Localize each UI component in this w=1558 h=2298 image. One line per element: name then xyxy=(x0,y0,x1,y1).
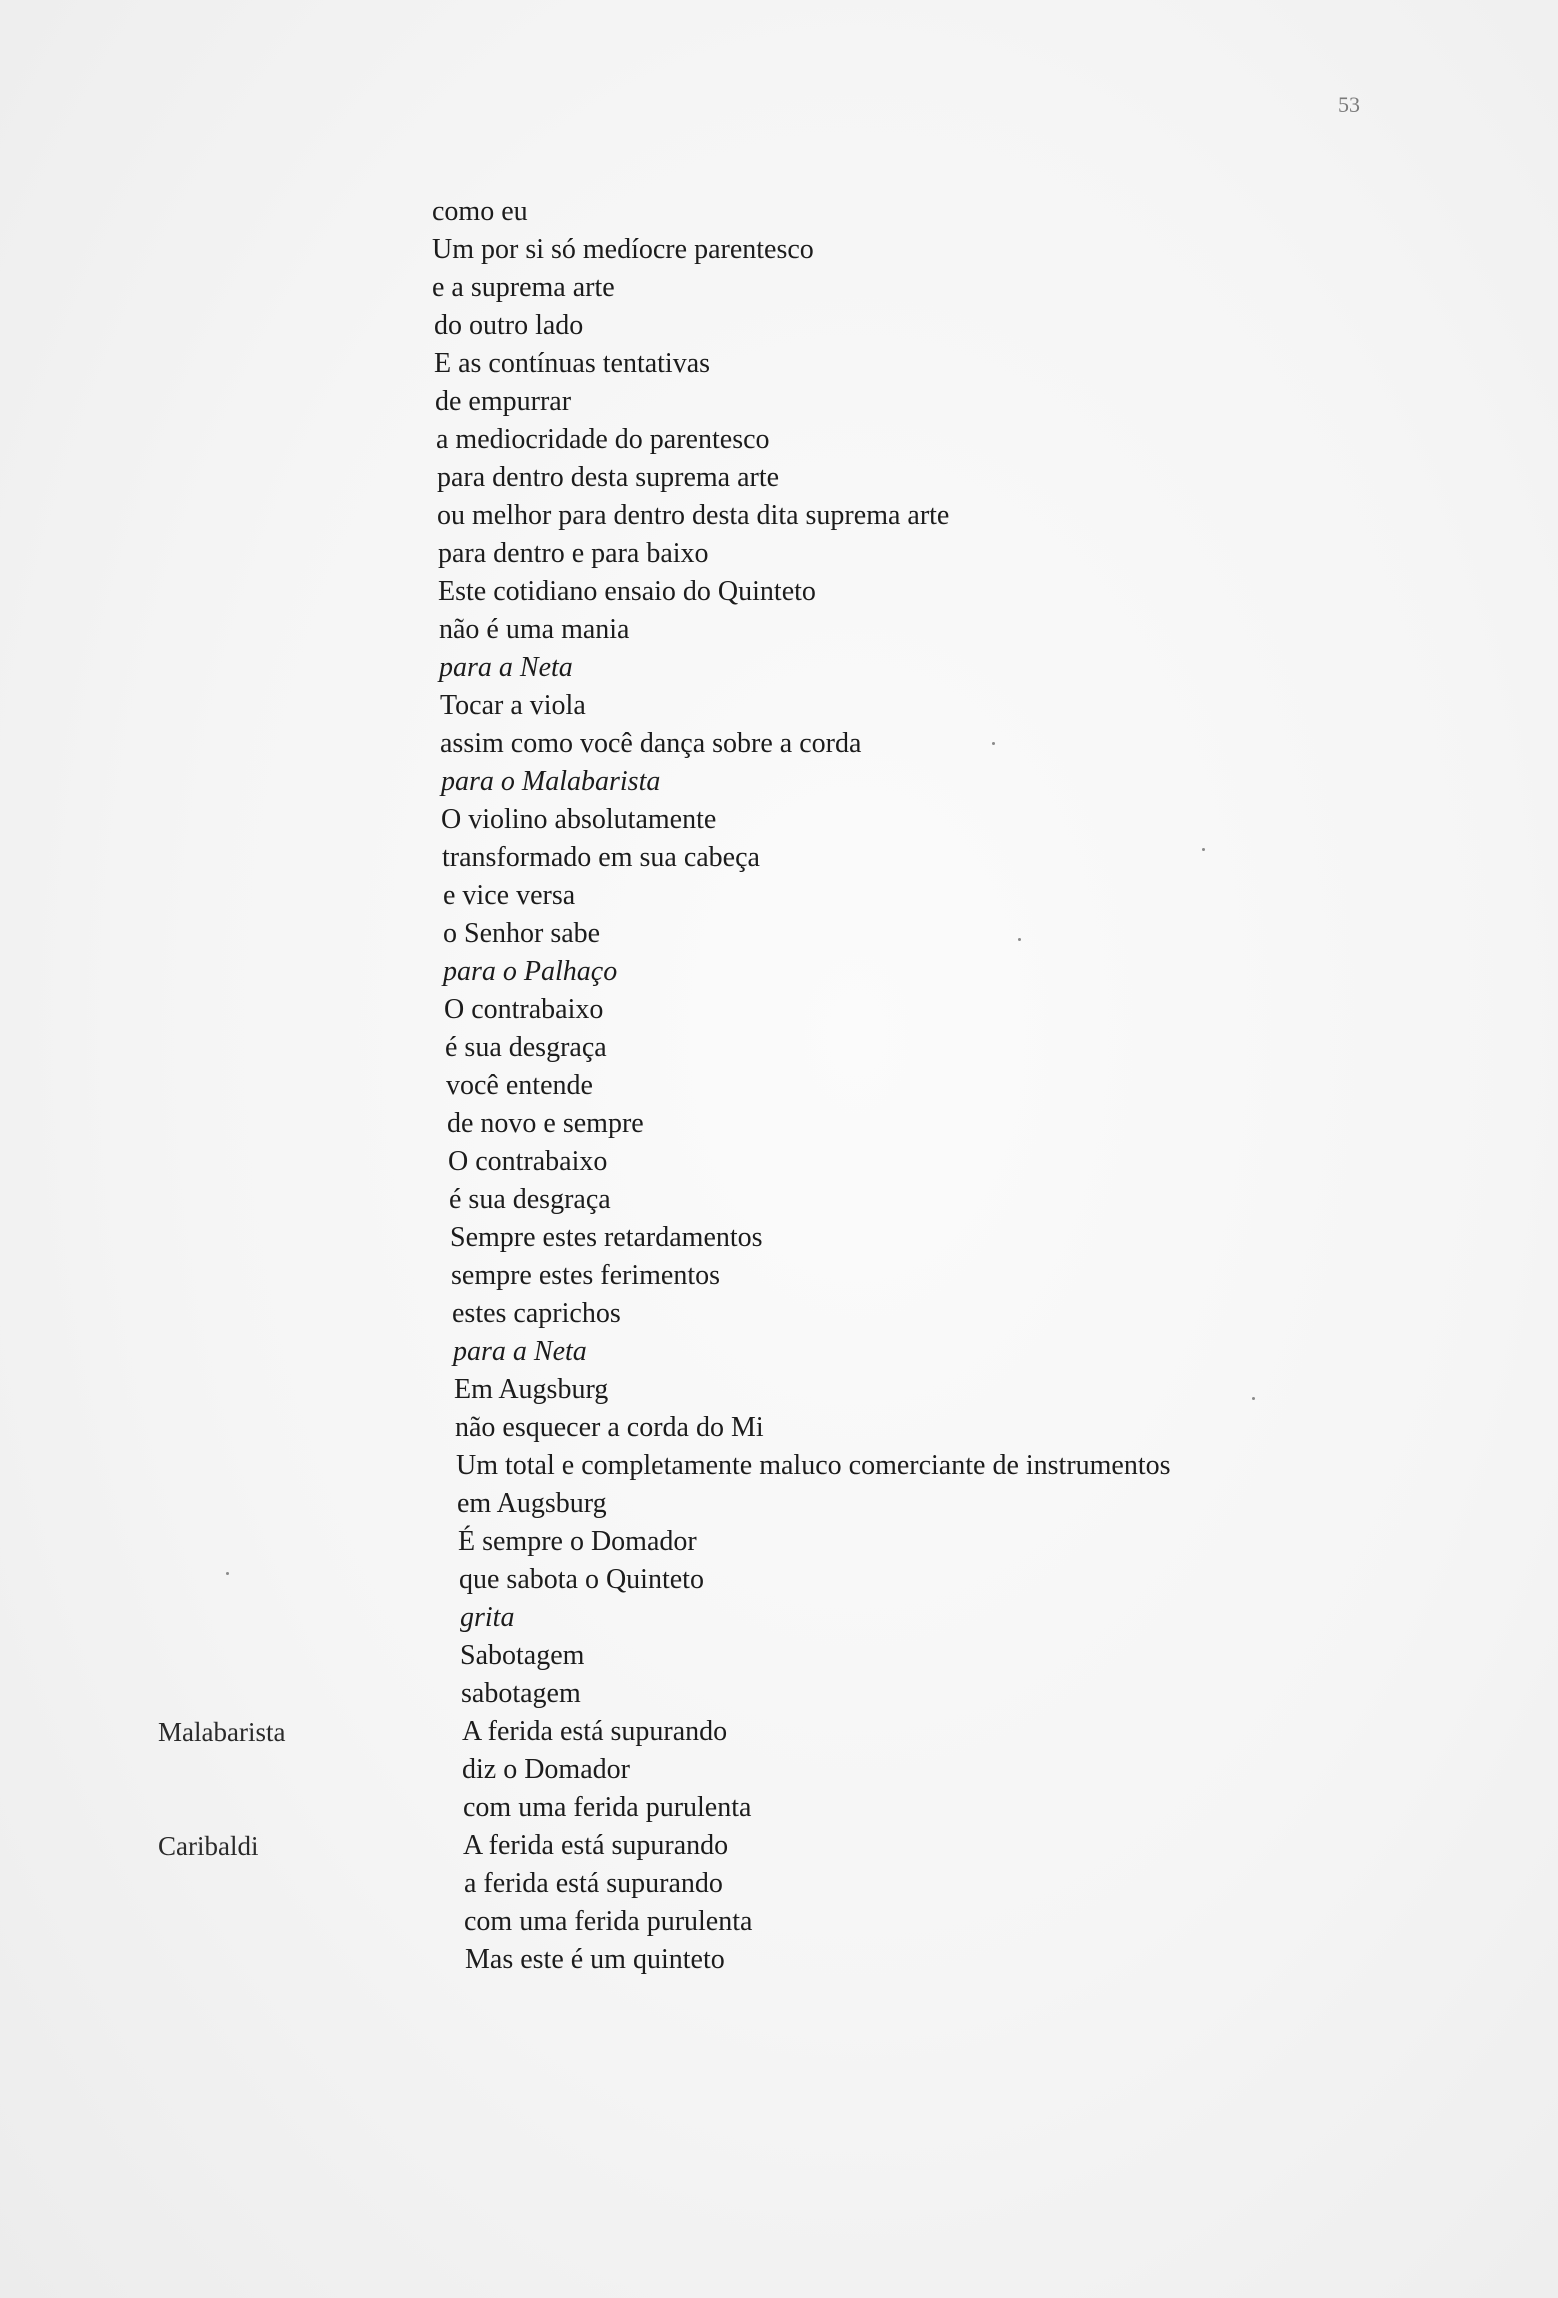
verse-line: e vice versa xyxy=(443,880,576,911)
verse-line: você entende xyxy=(446,1070,593,1101)
verse-line: ou melhor para dentro desta dita suprema arte xyxy=(437,500,950,531)
verse-line: que sabota o Quinteto xyxy=(459,1564,704,1595)
verse-line: a ferida está supurando xyxy=(464,1868,723,1899)
verse-line: É sempre o Domador xyxy=(458,1526,697,1557)
verse-line: a mediocridade do parentesco xyxy=(436,424,770,455)
verse-line: sabotagem xyxy=(461,1678,581,1709)
verse-line: com uma ferida purulenta xyxy=(464,1906,753,1937)
verse-line: O violino absolutamente xyxy=(441,804,717,835)
verse-line: E as contínuas tentativas xyxy=(434,348,711,379)
verse-line: estes caprichos xyxy=(452,1298,621,1329)
verse-line: A ferida está supurando xyxy=(462,1716,728,1747)
verse-line: o Senhor sabe xyxy=(443,918,601,949)
stage-direction: para a Neta xyxy=(453,1336,587,1367)
verse-line: Em Augsburg xyxy=(454,1374,609,1405)
paper-speck xyxy=(226,1572,229,1575)
verse-line: O contrabaixo xyxy=(444,994,604,1025)
verse-line: diz o Domador xyxy=(462,1754,630,1785)
verse-line: transformado em sua cabeça xyxy=(442,842,760,873)
verse-line: Um por si só medíocre parentesco xyxy=(432,234,814,265)
stage-direction: para o Palhaço xyxy=(443,956,618,987)
verse-line: sempre estes ferimentos xyxy=(451,1260,721,1291)
verse-line: do outro lado xyxy=(434,310,584,341)
verse-line: assim como você dança sobre a corda xyxy=(440,728,862,759)
verse-line: Sempre estes retardamentos xyxy=(450,1222,763,1253)
paper-speck xyxy=(992,742,995,745)
verse-line: Mas este é um quinteto xyxy=(465,1944,725,1975)
verse-line: em Augsburg xyxy=(457,1488,607,1519)
verse-line: Tocar a viola xyxy=(440,690,586,721)
verse-line: A ferida está supurando xyxy=(463,1830,729,1861)
verse-line: e a suprema arte xyxy=(432,272,615,303)
stage-direction: grita xyxy=(460,1602,515,1633)
verse-line: Este cotidiano ensaio do Quinteto xyxy=(438,576,816,607)
stage-direction: para o Malabarista xyxy=(441,766,661,797)
verse-line: é sua desgraça xyxy=(445,1032,607,1063)
verse-line: para dentro desta suprema arte xyxy=(437,462,780,493)
speaker-caribaldi: Caribaldi xyxy=(158,1831,259,1861)
speaker-malabarista: Malabarista xyxy=(158,1717,286,1747)
verse-line: para dentro e para baixo xyxy=(438,538,709,569)
verse-line: O contrabaixo xyxy=(448,1146,608,1177)
verse-line: é sua desgraça xyxy=(449,1184,611,1215)
verse-line: de novo e sempre xyxy=(447,1108,644,1139)
verse-line: Sabotagem xyxy=(460,1640,585,1671)
page-number: 53 xyxy=(1338,92,1360,117)
paper-speck xyxy=(1252,1397,1255,1400)
paper-speck xyxy=(1018,938,1021,941)
verse-line: como eu xyxy=(432,196,528,227)
stage-direction: para a Neta xyxy=(439,652,573,683)
verse-line: não é uma mania xyxy=(439,614,630,645)
paper-speck xyxy=(1202,848,1205,851)
verse-line: de empurrar xyxy=(435,386,572,417)
verse-line: Um total e completamente maluco comerciante de instrumentos xyxy=(456,1450,1171,1481)
verse-line: não esquecer a corda do Mi xyxy=(455,1412,764,1443)
verse-line: com uma ferida purulenta xyxy=(463,1792,752,1823)
